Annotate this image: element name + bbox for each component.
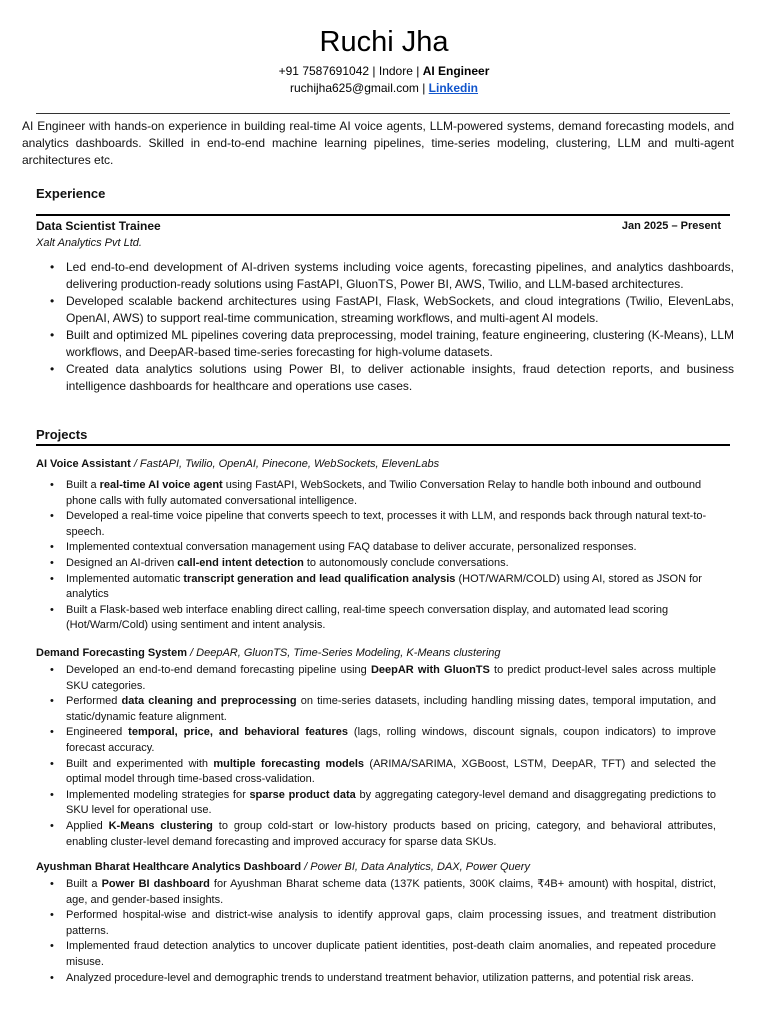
- project-bullet: • Built a real-time AI voice agent using FastAPI, WebSockets, and Twilio Conversation Relay to handle both inbound and outbound phone calls with fully automated conversational intelligence.: [50, 478, 716, 509]
- experience-bullet: • Created data analytics solutions using Power BI, to deliver actionable insights, fraud detection reports, and business intelligence dashboards for healthcare and operations use cases.: [50, 361, 734, 395]
- experience-bullet: • Led end-to-end development of AI-driven systems including voice agents, forecasting pipelines, and analytics dashboards, delivering production-ready solutions using FastAPI, GluonTS, Power BI, AWS, Twilio, and LLM-based architectures.: [50, 259, 734, 293]
- project-bullet: • Developed an end-to-end demand forecasting pipeline using DeepAR with GluonTS to predict product-level sales across multiple SKU categories.: [50, 663, 716, 694]
- project-title: Demand Forecasting System: [36, 647, 187, 659]
- project-bullet: • Built a Power BI dashboard for Ayushman Bharat scheme data (137K patients, 300K claims, ₹4B+ amount) with hospital, district, age, and gender-based insights.: [50, 877, 716, 908]
- project-title: Ayushman Bharat Healthcare Analytics Dashboard: [36, 861, 302, 873]
- project-bullet: • Implemented contextual conversation management using FAQ database to deliver accurate, personalized responses.: [50, 540, 716, 556]
- linkedin-link[interactable]: Linkedin: [428, 81, 479, 95]
- project-bullet: • Implemented fraud detection analytics to uncover duplicate patient identities, post-death claim anomalies, and repeated procedure misuse.: [50, 939, 716, 970]
- project-bullet: • Implemented modeling strategies for sparse product data by aggregating category-level demand and disaggregating predictions to SKU level for operational use.: [50, 788, 716, 819]
- project-bullet: • Performed hospital-wise and district-wise analysis to identify approval gaps, claim processing issues, and treatment distribution patterns.: [50, 908, 716, 939]
- project-bullet: • Analyzed procedure-level and demographic trends to understand treatment behavior, utilization patterns, and potential risk areas.: [50, 971, 716, 987]
- experience-bullet: • Built and optimized ML pipelines covering data preprocessing, model training, feature engineering, clustering (K-Means), LLM workflows, and DeepAR-based time-series forecasting for high-volume datasets.: [50, 327, 734, 361]
- project-stack: / FastAPI, Twilio, OpenAI, Pinecone, WebSockets, ElevenLabs: [130, 458, 440, 470]
- separator: |: [418, 81, 429, 95]
- job-role: Data Scientist Trainee: [36, 219, 161, 233]
- project-bullets: [50, 877, 716, 986]
- location: Indore: [378, 64, 413, 78]
- project-stack: / Power BI, Data Analytics, DAX, Power Query: [301, 861, 530, 873]
- projects-heading: Projects: [36, 427, 88, 442]
- project-title: AI Voice Assistant: [36, 458, 131, 470]
- header-divider: [36, 113, 730, 114]
- phone-number: +91 7587691042: [278, 64, 370, 78]
- project-bullets: [50, 478, 716, 634]
- job-dates: Jan 2025 – Present: [621, 220, 721, 232]
- experience-heading: Experience: [36, 186, 106, 201]
- experience-bullets: [50, 259, 734, 395]
- contact-line-2: [0, 80, 768, 97]
- contact-line-1: [0, 63, 768, 80]
- project-bullet: • Built a Flask-based web interface enabling direct calling, real-time speech conversation display, and automated lead scoring (Hot/Warm/Cold) using sentiment and intent analysis.: [50, 603, 716, 634]
- profile-summary: AI Engineer with hands-on experience in building real-time AI voice agents, LLM-powered systems, demand forecasting models, and analytics dashboards. Skilled in end-to-end machine learning pipelines, time-series modeling, clustering, LLM and multi-agent architectures etc.: [22, 119, 734, 167]
- experience-divider: [36, 214, 730, 216]
- project-bullet: • Implemented automatic transcript generation and lead qualification analysis (HOT/WARM/COLD) using AI, stored as JSON for analytics: [50, 572, 716, 603]
- job-title: AI Engineer: [422, 64, 490, 78]
- project-bullet: • Engineered temporal, price, and behavioral features (lags, rolling windows, discount signals, coupon indicators) to improve forecast accuracy.: [50, 725, 716, 756]
- candidate-name: Ruchi Jha: [319, 26, 449, 58]
- separator: |: [369, 64, 379, 78]
- project-bullet: • Designed an AI-driven call-end intent detection to autonomously conclude conversations.: [50, 556, 716, 572]
- project-stack: / DeepAR, GluonTS, Time-Series Modeling, K-Means clustering: [187, 647, 501, 659]
- project-heading: [36, 457, 439, 472]
- project-heading: [36, 860, 530, 875]
- email-address[interactable]: ruchijha625@gmail.com: [289, 81, 419, 95]
- separator: |: [412, 64, 423, 78]
- project-bullet: • Developed a real-time voice pipeline that converts speech to text, processes it with LLM, and responds back through natural text-to-speech.: [50, 509, 716, 540]
- project-bullet: • Applied K-Means clustering to group cold-start or low-history products based on pricing, category, and behavioral attributes, enabling cluster-level demand forecasting and improved accuracy for sparse data SKUs.: [50, 819, 716, 850]
- company-name: Xalt Analytics Pvt Ltd.: [36, 237, 142, 249]
- projects-divider: [36, 444, 730, 446]
- project-bullet: • Performed data cleaning and preprocessing on time-series datasets, including handling missing dates, temporal imputation, and static/dynamic feature alignment.: [50, 694, 716, 725]
- project-heading: [36, 646, 501, 661]
- project-bullets: [50, 663, 716, 850]
- project-bullet: • Built and experimented with multiple forecasting models (ARIMA/SARIMA, XGBoost, LSTM, DeepAR, TFT) and selected the optimal model through time-based cross-validation.: [50, 757, 716, 788]
- experience-bullet: • Developed scalable backend architectures using FastAPI, Flask, WebSockets, and cloud integrations (Twilio, ElevenLabs, OpenAI, AWS) to support real-time communication, streaming workflows, and multi-agent AI models.: [50, 293, 734, 327]
